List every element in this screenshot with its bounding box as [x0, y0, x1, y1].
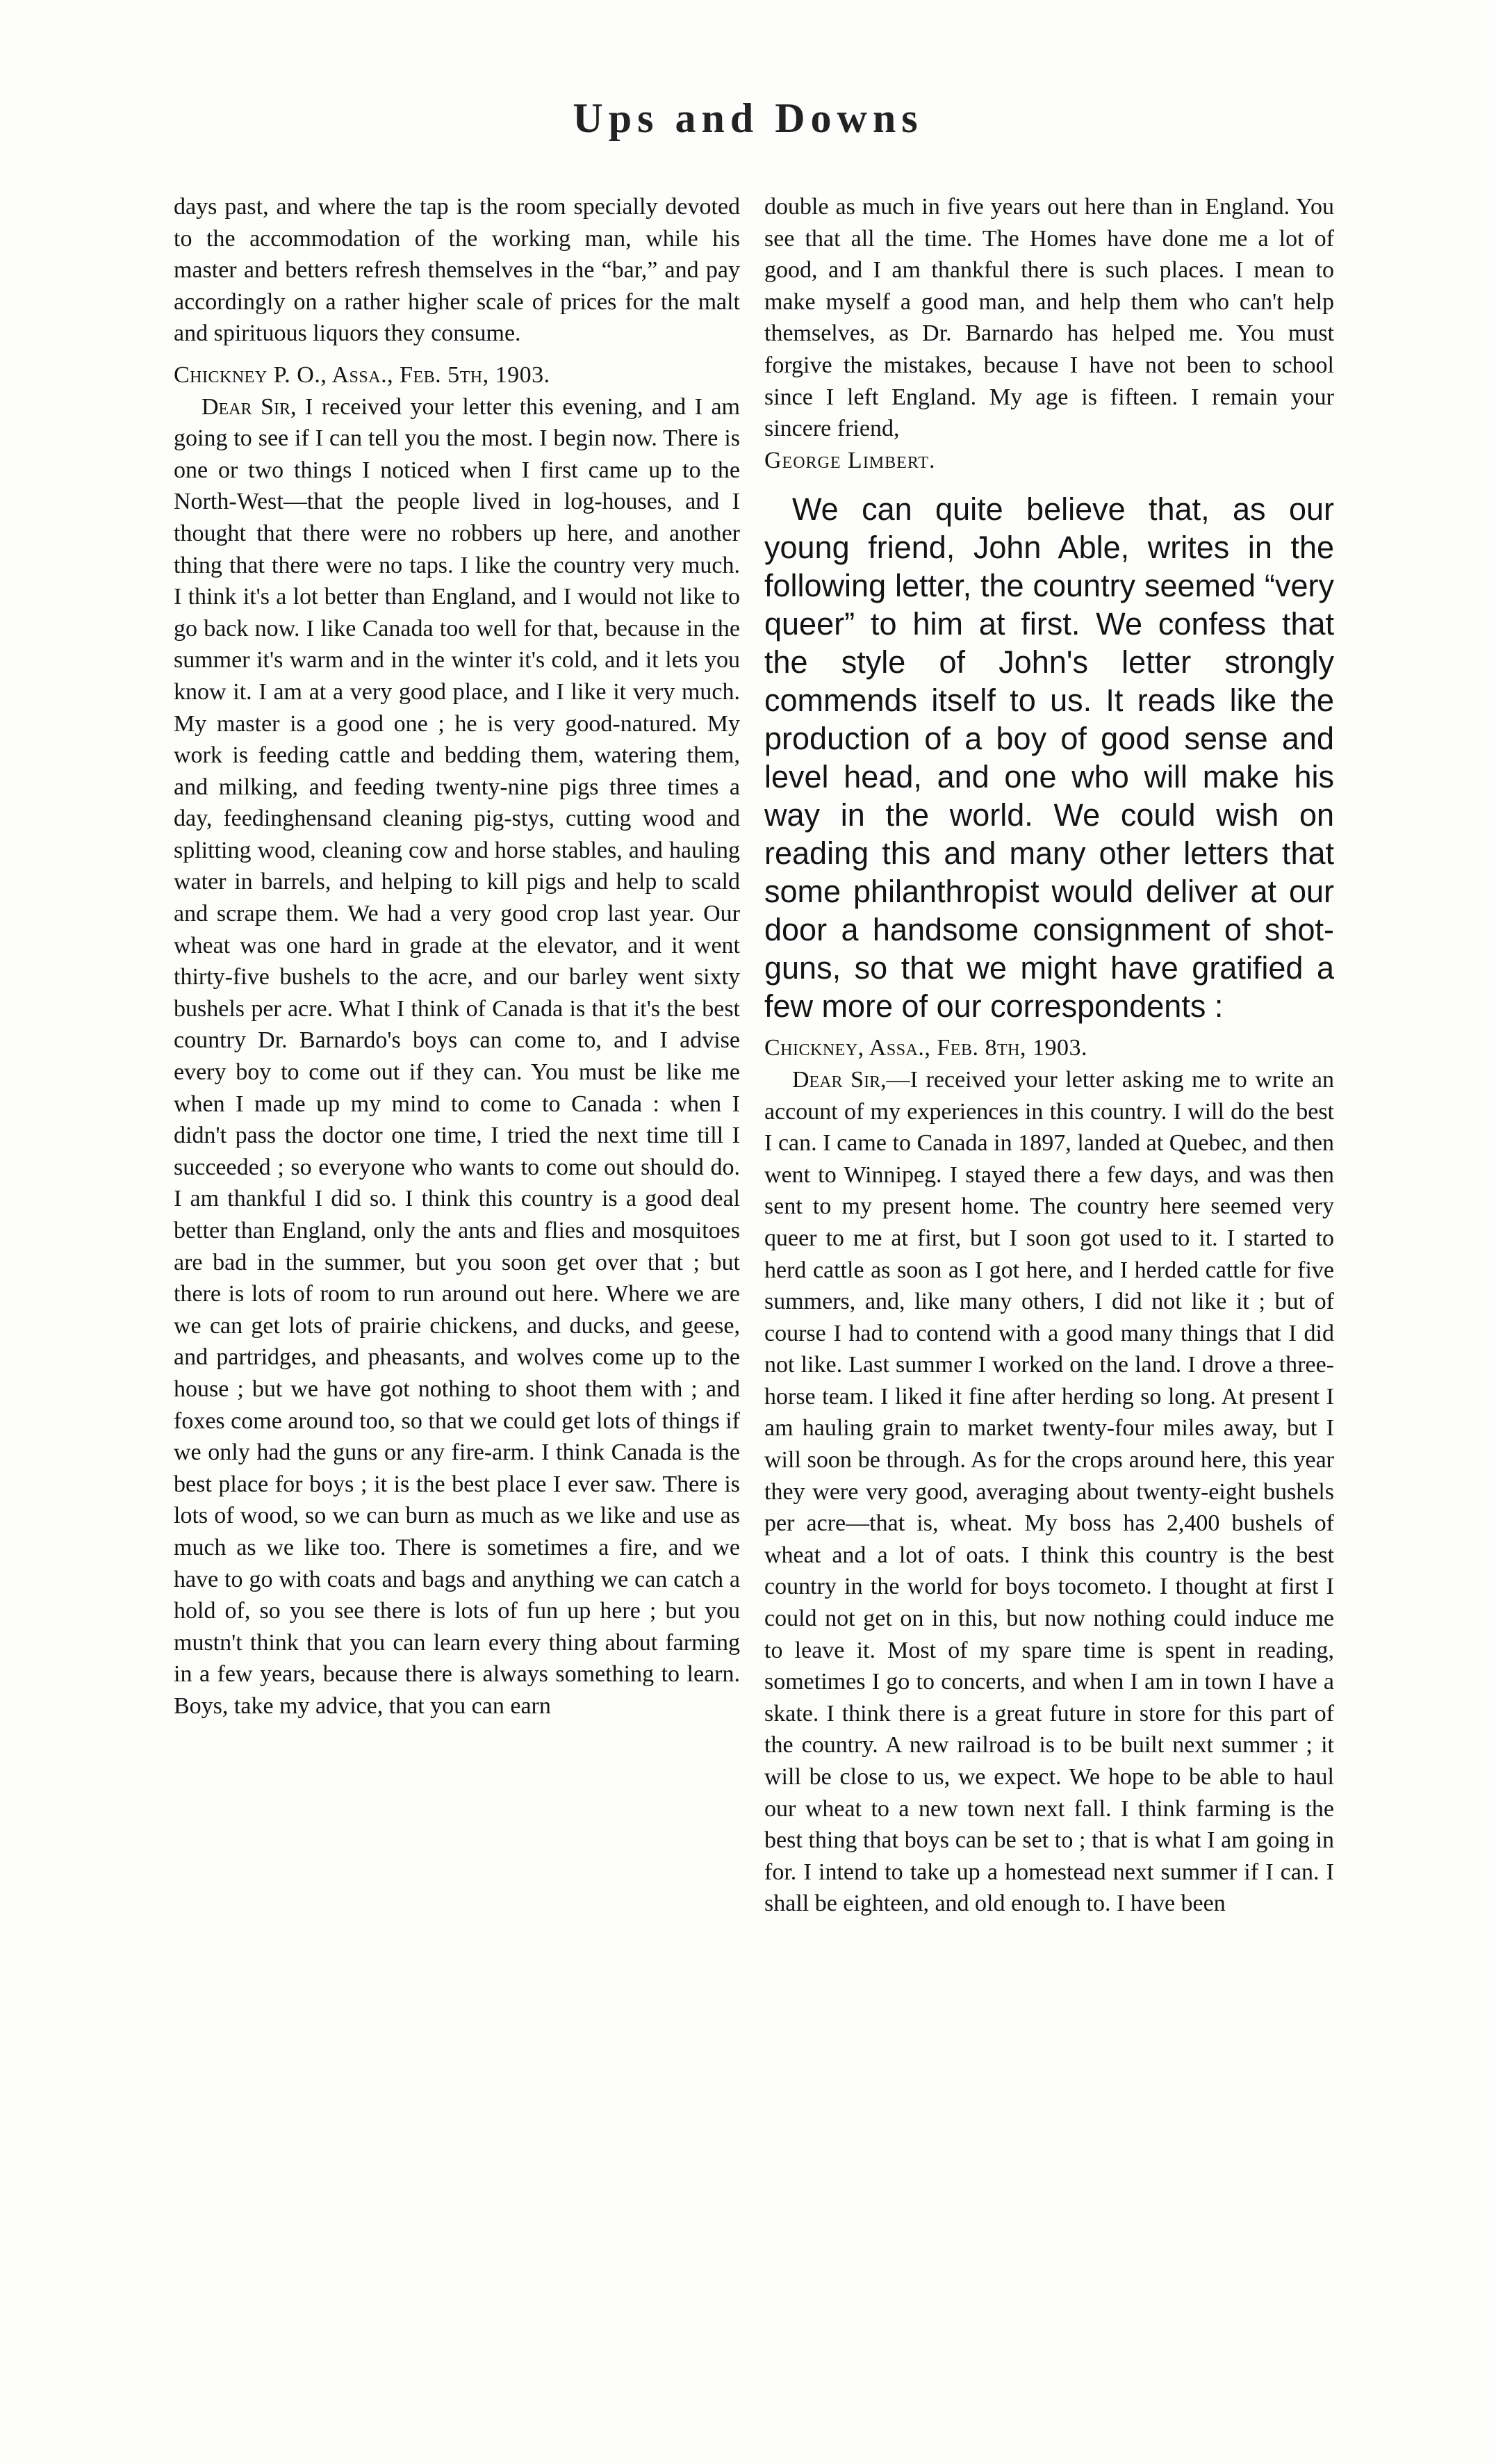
left-continuation-paragraph: days past, and where the tap is the room specially devoted to the accommodation of the working man, while his master and betters refresh themselves in the “bar,” and pay accordingly on a rather higher scale of prices for the malt and spirituous liquors they consume. — [174, 194, 740, 347]
letter-1-body — [174, 391, 740, 1722]
left-column — [174, 191, 740, 2401]
letter-1-salutation: Dear Sir, — [202, 393, 297, 420]
letter-1-signature: George Limbert. — [764, 447, 936, 473]
letter-2-body — [764, 1064, 1334, 1920]
letter-2-dateline: Chickney, Assa., Feb. 8th, 1903. — [764, 1035, 1087, 1061]
letter-2-text: —I received your letter asking me to write an account of my experiences in this country. I will do the best I can. I came to Canada in 1897, landed at Quebec, and then went to Winnipeg. I stayed there a few days, and was then sent to my present home. The country here seemed very queer to me at first, but I soon got used to it. I started to herd cattle as soon as I got here, and I herded cattle for five summers, and, like many others, I did not like it ; but of course I had to contend with a good many things that I did not like. Last summer I worked on the land. I drove a three-horse team. I liked it fine after herding so long. At present I am hauling grain to market twenty-four miles away, but I will soon be through. As for the crops around here, this year they were very good, averaging about twenty-eight bushels per acre—that is, wheat. My boss has 2,400 bushels of wheat and a lot of oats. I think this country is the best country in the world for boys tocometo. I thought at first I could not get on in this, but now nothing could induce me to leave it. Most of my spare time is spent in reading, sometimes I go to concerts, and when I am in town I have a skate. I think there is a great future in store for this part of the country. A new railroad is to be built next summer ; it will be close to us, we expect. We hope to be able to haul our wheat to a new town next fall. I think farming is the best thing that boys can be set to ; that is what I am going in for. I intend to take up a homestead next summer if I can. I shall be eighteen, and old enough to. I have been — [764, 1066, 1334, 1917]
right-column — [764, 191, 1334, 2401]
running-title: Ups and Downs — [573, 95, 923, 141]
editorial-note: We can quite believe that, as our young friend, John Able, writes in the following letter, the country seemed “very queer” to him at first. We confess that the style of John's letter strongly commends itself to us. It reads like the production of a boy of good sense and level head, and one who will make his way in the world. We could wish on reading this and many other letters that some philanthropist would deliver at our door a handsome consignment of shot-guns, so that we might have gratified a few more of our correspondents : — [764, 491, 1334, 1025]
right-continuation-paragraph: double as much in five years out here than in England. You see that all the time. The Homes have done me a lot of good, and I am thankful there is such places. I mean to make myself a good man, and help them who can't help themselves, as Dr. Barnardo has helped me. You must forgive the mistakes, because I have not been to school since I left England. My age is fifteen. I remain your sincere friend, — [764, 194, 1334, 442]
letter-1-text: I received your letter this evening, and I am going to see if I can tell you the most. I begin now. There is one or two things I noticed when I first came up to the North-West—that the people lived in log-houses, and I thought that there were no robbers up here, and another thing that there were no taps. I like the country very much. I think it's a lot better than England, and I would not like to go back now. I like Canada too well for that, because in the summer it's warm and in the winter it's cold, and it lets you know it. I am at a very good place, and I like it very much. My master is a good one ; he is very good-natured. My work is feeding cattle and bedding them, watering them, and milking, and feeding twenty-nine pigs three times a day, feedinghensand cleaning pig-stys, cutting wood and splitting wood, cleaning cow and horse stables, and hauling water in barrels, and helping to kill pigs and help to scald and scrape them. We had a very good crop last year. Our wheat was one hard in grade at the elevator, and it went thirty-five bushels to the acre, and our barley went sixty bushels per acre. What I think of Canada is that it's the best country Dr. Barnardo's boys can come to, and I advise every boy to come out if they can. You must be like me when I made up my mind to come to Canada : when I didn't pass the doctor one time, I tried the next time till I succeeded ; so everyone who wants to come out should do. I am thankful I did so. I think this country is a good deal better than England, only the ants and flies and mosquitoes are bad in the summer, but you soon get over that ; but there is lots of room to run around out here. Where we are we can get lots of prairie chickens, and ducks, and geese, and partridges, and pheasants, and wolves come up to the house ; but we have got nothing to shoot them with ; and foxes come around too, so that we could get lots of things if we only had the guns or any fire-arm. I think Canada is the best place for boys ; it is the best place I ever saw. There is lots of wood, so we can burn as much as we like and use as much as we like too. There is sometimes a fire, and we have to go with coats and bags and anything we can catch a hold of, so you see there is lots of fun up here ; but you mustn't think that you can learn every thing about farming in a few years, because there is always something to learn. Boys, take my advice, that you can earn — [174, 393, 740, 1719]
letter-2-salutation: Dear Sir, — [792, 1066, 887, 1093]
letter-1-dateline: Chickney P. O., Assa., Feb. 5th, 1903. — [174, 361, 550, 388]
